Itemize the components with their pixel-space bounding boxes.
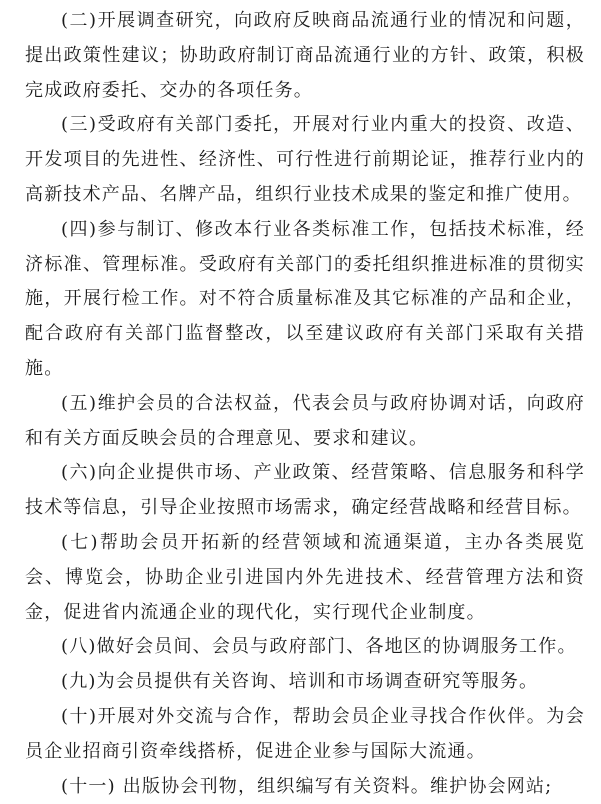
paragraph-2: (二)开展调查研究，向政府反映商品流通行业的情况和问题，提出政策性建议；协助政府制订商品流通行业的方针、政策，积极完成政府委托、交办的各项任务。	[25, 10, 585, 101]
paragraph-3: (三)受政府有关部门委托，开展对行业内重大的投资、改造、开发项目的先进性、经济性、可行性进行前期论证，推荐行业内的高新技术产品、名牌产品，组织行业技术成果的鉴定和推广使用。	[25, 114, 585, 205]
paragraph-11: (十一) 出版协会刊物，组织编写有关资料。维护协会网站;	[61, 775, 553, 797]
paragraph-6: (六)向企业提供市场、产业政策、经营策略、信息服务和科学技术等信息，引导企业按照市场需求，确定经营战略和经营目标。	[25, 462, 585, 519]
paragraph-4: (四)参与制订、修改本行业各类标准工作，包括技术标准，经济标准、管理标准。受政府有关部门的委托组织推进标准的贯彻实施，开展行检工作。对不符合质量标准及其它标准的产品和企业，配合政府有关部门监督整改，以至建议政府有关部门采取有关措施。	[25, 218, 585, 379]
paragraph-8: (八)做好会员间、会员与政府部门、各地区的协调服务工作。	[61, 636, 577, 658]
document-body	[25, 4, 585, 804]
paragraph-10: (十)开展对外交流与合作，帮助会员企业寻找合作伙伴。为会员企业招商引资牵线搭桥，促进企业参与国际大流通。	[25, 705, 585, 762]
paragraph-9: (九)为会员提供有关咨询、培训和市场调查研究等服务。	[61, 671, 539, 693]
paragraph-7: (七)帮助会员开拓新的经营领域和流通渠道，主办各类展览会、博览会，协助企业引进国内外先进技术、经营管理方法和资金，促进省内流通企业的现代化，实行现代企业制度。	[25, 531, 585, 623]
paragraph-5: (五)维护会员的合法权益，代表会员与政府协调对话，向政府和有关方面反映会员的合理意见、要求和建议。	[25, 392, 585, 449]
